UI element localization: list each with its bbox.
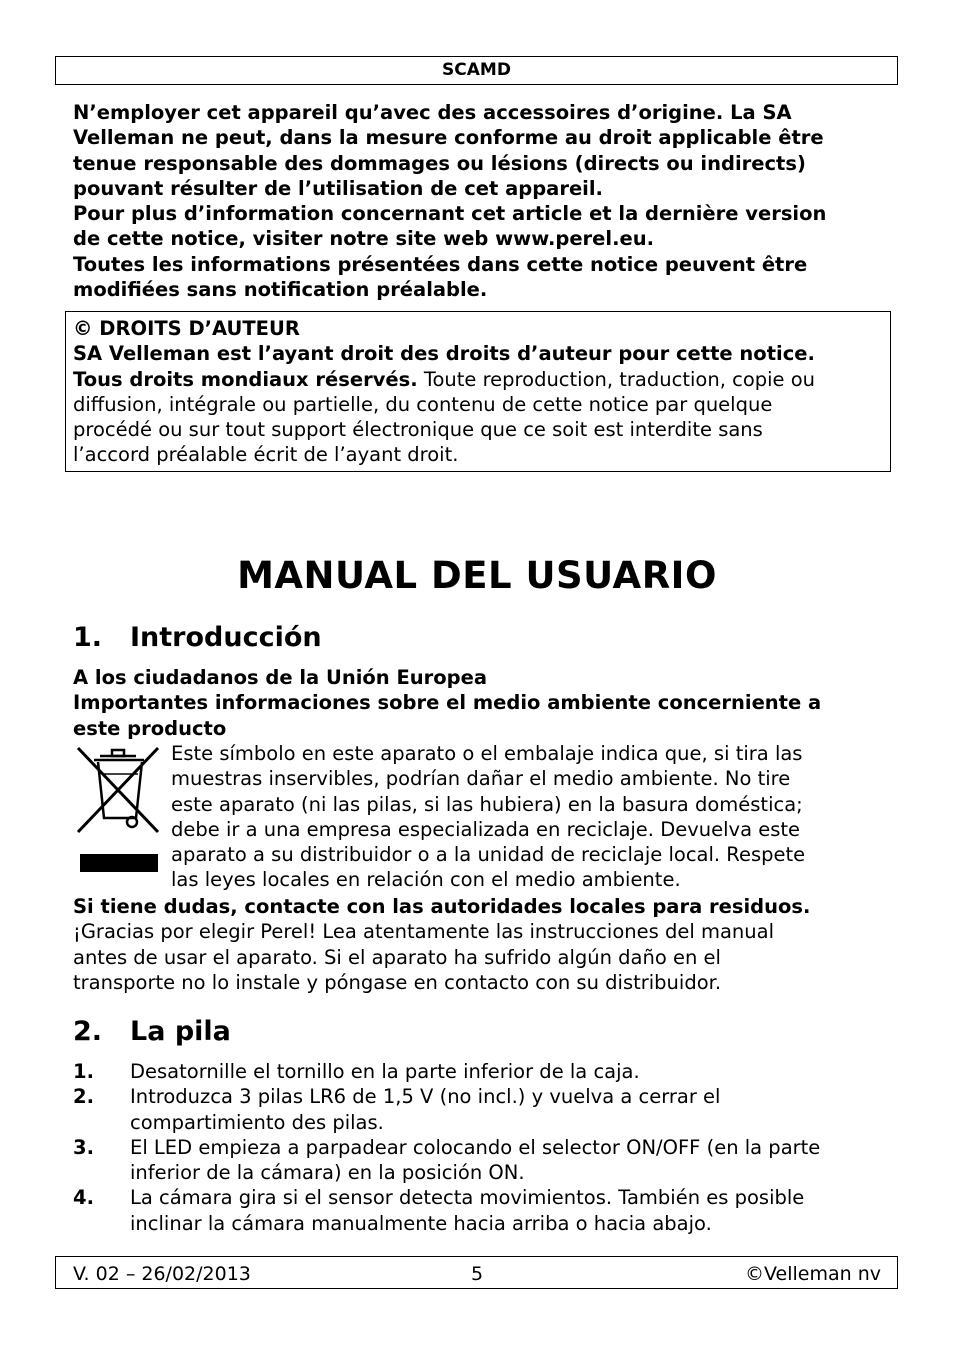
weee-line: este aparato (ni las pilas, si las hubiera) en la basura doméstica;: [171, 792, 803, 816]
thanks-line: transporte no lo instale y póngase en contacto con su distribuidor.: [73, 970, 722, 994]
battery-steps-list: [73, 1059, 820, 1236]
step-text: El LED empieza a parpadear colocando el selector ON/OFF (en la parte: [130, 1135, 821, 1159]
list-item: [73, 1059, 820, 1084]
copyright-line: [73, 367, 890, 392]
copyright-heading: © DROITS D’AUTEUR: [73, 317, 300, 340]
copyright-box: [65, 311, 891, 472]
step-text: compartimiento des pilas.: [130, 1110, 384, 1134]
weee-line: aparato a su distribuidor o a la unidad de reciclaje local. Respete: [171, 843, 806, 867]
copyright-text: Toute reproduction, traduction, copie ou: [417, 367, 816, 391]
footer-company: ©Velleman nv: [745, 1263, 881, 1285]
notice-line: pouvant résulter de l’utilisation de cet appareil.: [73, 176, 603, 200]
weee-line: las leyes locales en relación con el medio ambiente.: [171, 868, 681, 892]
section-heading-introduccion: [73, 622, 322, 653]
notice-line: tenue responsable des dommages ou lésions (directs ou indirects): [73, 151, 806, 175]
footer-version: V. 02 – 26/02/2013: [73, 1263, 251, 1285]
step-number: 2.: [73, 1085, 94, 1109]
thanks-block: [73, 894, 810, 995]
section-number: 1.: [73, 622, 103, 653]
notice-line: Velleman ne peut, dans la mesure conforme au droit applicable être: [73, 126, 824, 150]
document-header: [55, 56, 898, 85]
env-heading: este producto: [73, 716, 227, 740]
weee-line: muestras inservibles, podrían dañar el medio ambiente. No tire: [171, 767, 791, 791]
manual-title: MANUAL DEL USUARIO: [237, 554, 717, 597]
eu-info-block: [73, 665, 821, 741]
weee-line: debe ir a una empresa especializada en reciclaje. Devuelva este: [171, 817, 801, 841]
step-number: 1.: [73, 1060, 94, 1083]
step-text: Introduzca 3 pilas LR6 de 1,5 V (no incl.) y vuelva a cerrar el: [130, 1085, 721, 1109]
copyright-line: diffusion, intégrale ou partielle, du contenu de cette notice par quelque: [73, 392, 773, 416]
copyright-rights: Tous droits mondiaux réservés.: [73, 367, 418, 391]
env-heading: Importantes informaciones sobre el medio ambiente concerniente a: [73, 691, 822, 715]
weee-text: [171, 741, 805, 893]
doubt-line: Si tiene dudas, contacte con las autoridades locales para residuos.: [73, 895, 811, 918]
document-footer: [55, 1256, 898, 1289]
french-notice: [73, 100, 826, 302]
crossed-out-wheelie-bin-icon: [74, 742, 162, 880]
notice-line: N’employer cet appareil qu’avec des accessoires d’origine. La SA: [73, 101, 792, 124]
eu-heading: A los ciudadanos de la Unión Europea: [73, 666, 488, 689]
step-text: Desatornille el tornillo en la parte inferior de la caja.: [130, 1060, 640, 1083]
footer-page-number: 5: [471, 1263, 484, 1285]
model-code: SCAMD: [442, 60, 511, 80]
step-text: inclinar la cámara manualmente hacia arriba o hacia abajo.: [130, 1211, 712, 1235]
notice-line: Pour plus d’information concernant cet article et la dernière version: [73, 202, 827, 226]
copyright-line: l’accord préalable écrit de l’ayant droit.: [73, 443, 459, 467]
thanks-line: ¡Gracias por elegir Perel! Lea atentamente las instrucciones del manual: [73, 920, 774, 944]
step-number: 4.: [73, 1186, 94, 1210]
list-item: [73, 1135, 820, 1186]
copyright-line: procédé ou sur tout support électronique que ce soit est interdite sans: [73, 418, 763, 442]
section-number: 2.: [73, 1016, 103, 1047]
weee-line: Este símbolo en este aparato o el embalaje indica que, si tira las: [171, 742, 803, 765]
section-title: La pila: [130, 1016, 231, 1047]
section-heading-la-pila: [73, 1016, 231, 1047]
notice-line: Toutes les informations présentées dans cette notice peuvent être: [73, 252, 808, 276]
step-text: inferior de la cámara) en la posición ON.: [130, 1161, 525, 1185]
step-number: 3.: [73, 1135, 94, 1159]
list-item: [73, 1185, 820, 1236]
section-title: Introducción: [130, 622, 322, 653]
list-item: [73, 1084, 820, 1135]
copyright-line: SA Velleman est l’ayant droit des droits d’auteur pour cette notice.: [73, 342, 815, 366]
thanks-line: antes de usar el aparato. Si el aparato ha sufrido algún daño en el: [73, 945, 721, 969]
step-text: La cámara gira si el sensor detecta movimientos. También es posible: [130, 1186, 805, 1210]
notice-line: modifiées sans notification préalable.: [73, 278, 488, 302]
notice-line: de cette notice, visiter notre site web www.perel.eu.: [73, 227, 655, 251]
